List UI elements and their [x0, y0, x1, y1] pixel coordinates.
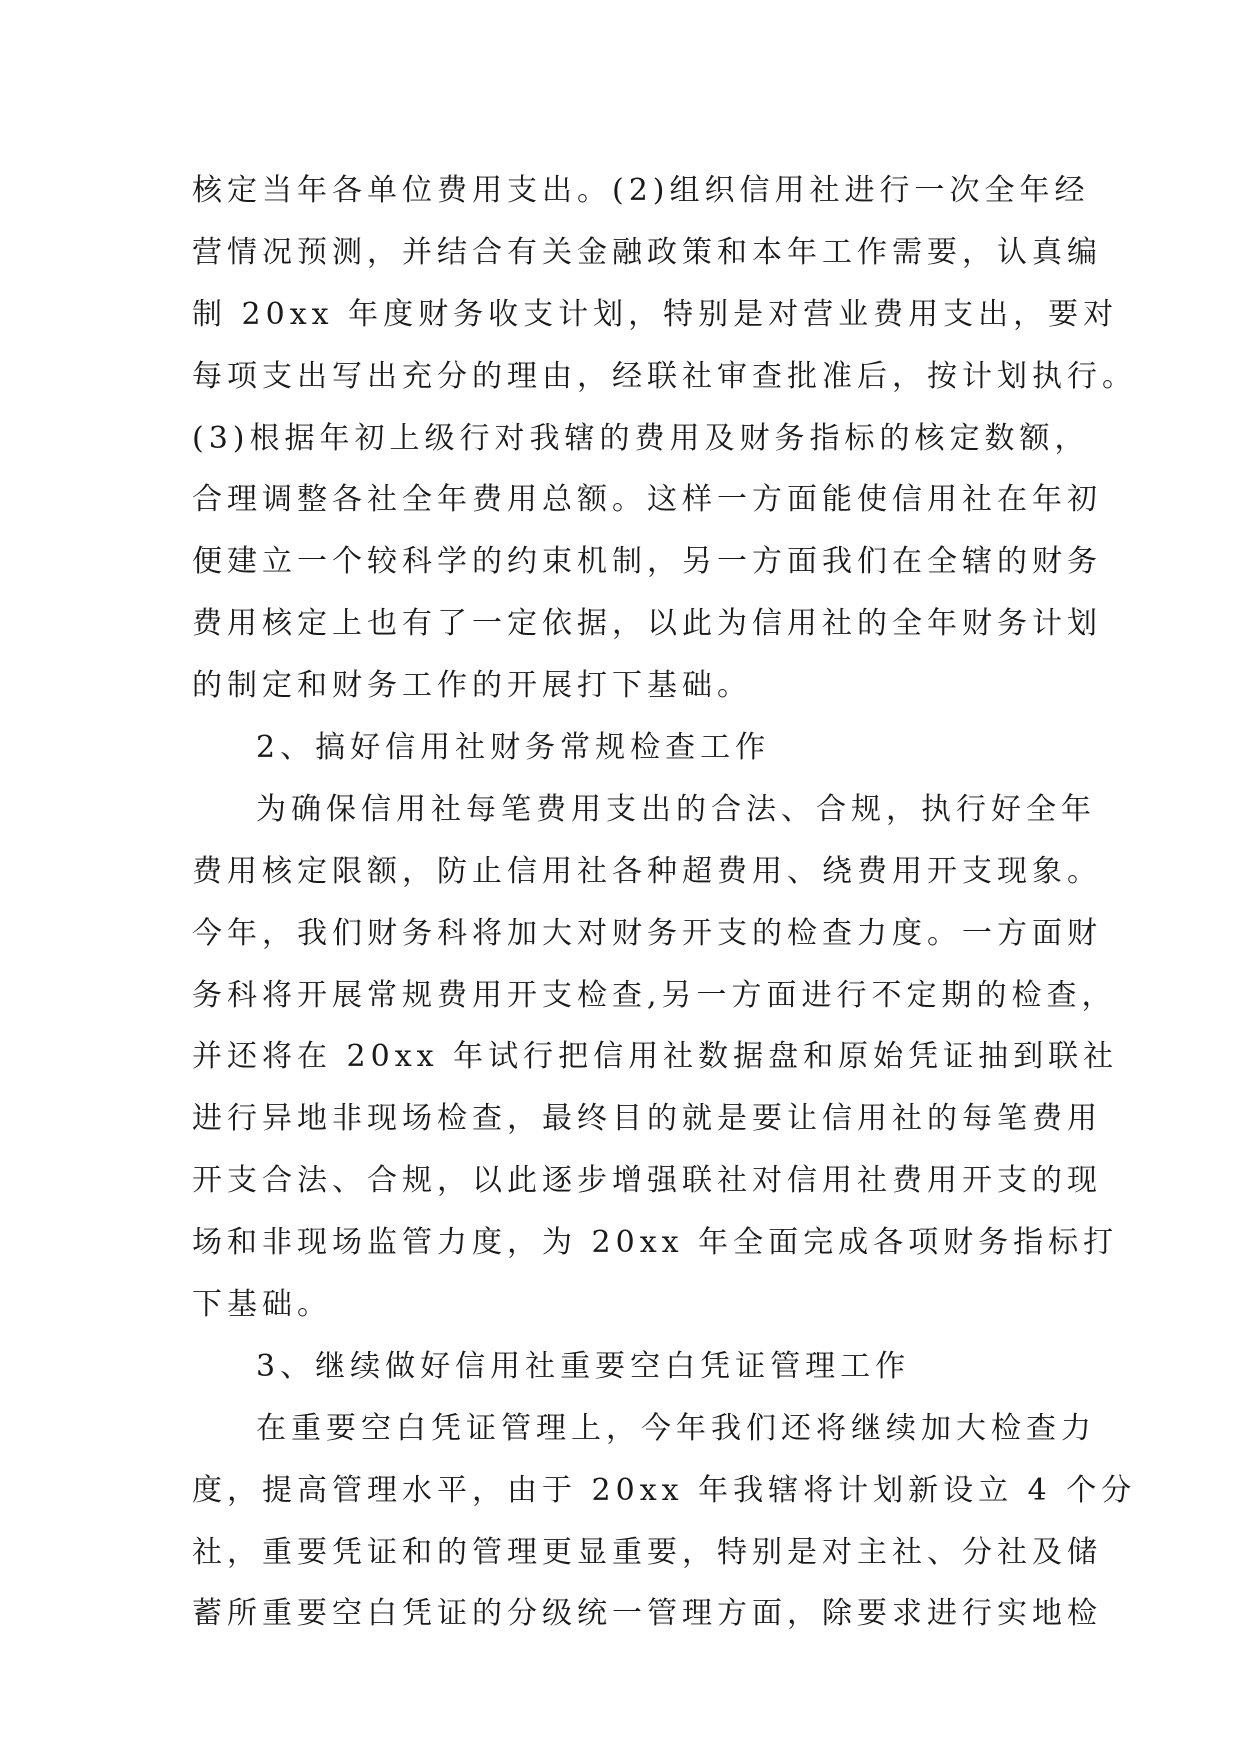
text-line: 2、搞好信用社财务常规检查工作 — [256, 730, 771, 766]
text-line: 今年，我们财务科将加大对财务开支的检查力度。一方面财 — [192, 915, 1102, 951]
text-line: 场和非现场监管力度，为 20xx 年全面完成各项财务指标打 — [192, 1225, 1119, 1261]
text-line: 蓄所重要空白凭证的分级统一管理方面，除要求进行实地检 — [192, 1596, 1102, 1632]
text-line: 合理调整各社全年费用总额。这样一方面能使信用社在年初 — [192, 482, 1102, 518]
text-line: 核定当年各单位费用支出。(2)组织信用社进行一次全年经 — [192, 173, 1090, 208]
document-body — [192, 160, 1137, 1645]
text-line: 开支合法、合规，以此逐步增强联社对信用社费用开支的现 — [192, 1163, 1102, 1199]
text-line: 便建立一个较科学的约束机制，另一方面我们在全辖的财务 — [192, 544, 1102, 580]
text-line: 费用核定上也有了一定依据，以此为信用社的全年财务计划 — [192, 606, 1102, 642]
text-line: 进行异地非现场检查，最终目的就是要让信用社的每笔费用 — [192, 1101, 1102, 1137]
text-line: 在重要空白凭证管理上，今年我们还将继续加大检查力 — [256, 1410, 1096, 1446]
text-line: 社，重要凭证和的管理更显重要，特别是对主社、分社及储 — [192, 1534, 1102, 1570]
text-line: 度，提高管理水平，由于 20xx 年我辖将计划新设立 4 个分 — [192, 1472, 1137, 1508]
text-line: 3、继续做好信用社重要空白凭证管理工作 — [256, 1348, 911, 1384]
text-line: 为确保信用社每笔费用支出的合法、合规，执行好全年 — [256, 791, 1096, 827]
text-line: 费用核定限额，防止信用社各种超费用、绕费用开支现象。 — [192, 853, 1102, 889]
text-line: 营情况预测，并结合有关金融政策和本年工作需要，认真编 — [192, 234, 1102, 270]
text-line: 并还将在 20xx 年试行把信用社数据盘和原始凭证抽到联社 — [192, 1039, 1119, 1075]
text-line: 务科将开展常规费用开支检查,另一方面进行不定期的检查， — [192, 977, 1117, 1013]
text-line: 制 20xx 年度财务收支计划，特别是对营业费用支出，要对 — [192, 296, 1119, 332]
text-line: 下基础。 — [192, 1287, 332, 1323]
text-line: (3)根据年初上级行对我辖的费用及财务指标的核定数额， — [192, 420, 1090, 456]
text-line: 的制定和财务工作的开展打下基础。 — [192, 668, 752, 704]
text-line: 每项支出写出充分的理由，经联社审查批准后，按计划执行。 — [192, 358, 1137, 394]
